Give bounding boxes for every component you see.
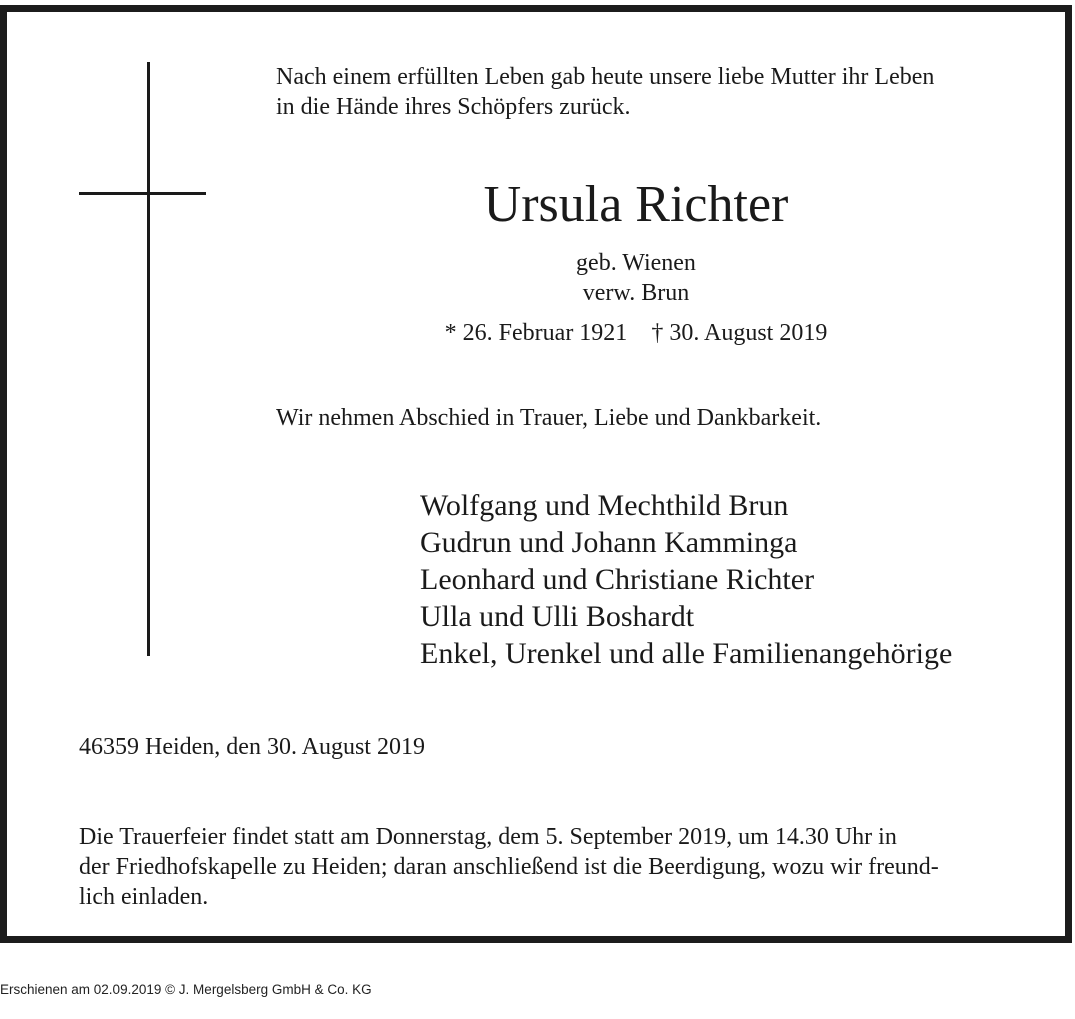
intro-line: in die Hände ihres Schöpfers zurück. [276,94,631,120]
service-line: Die Trauerfeier findet statt am Donnerstag, dem 5. September 2019, um 14.30 Uhr in [79,824,897,850]
birth-date: * 26. Februar 1921 [444,320,628,346]
funeral-service-info [79,822,939,912]
service-line: der Friedhofskapelle zu Heiden; daran anschließend ist die Beerdigung, wozu wir freund- [79,854,939,880]
mourner-entry: Gudrun und Johann Kamminga [420,526,798,559]
intro-text [276,62,934,122]
farewell-text: Wir nehmen Abschied in Trauer, Liebe und Dankbarkeit. [276,405,822,431]
mourner-entry: Wolfgang und Mechthild Brun [420,489,789,522]
life-dates [276,318,996,348]
mourner-entry: Ulla und Ulli Boshardt [420,600,695,633]
cross-icon-vertical-bar [147,62,150,656]
mourner-entry: Leonhard und Christiane Richter [420,563,815,596]
birth-name: geb. Wienen [576,250,696,276]
mourner-entry: Enkel, Urenkel und alle Familienangehörige [420,637,953,670]
married-name: verw. Brun [582,280,690,306]
cross-icon-horizontal-bar [79,192,206,195]
mourners-list [420,487,952,672]
obituary-notice-frame [0,5,1072,943]
deceased-name: Ursula Richter [483,176,789,233]
service-line: lich einladen. [79,884,209,910]
intro-line: Nach einem erfüllten Leben gab heute unsere liebe Mutter ihr Leben [276,64,935,90]
publication-footer: Erschienen am 02.09.2019 © J. Mergelsberg GmbH & Co. KG [0,982,372,997]
place-and-date: 46359 Heiden, den 30. August 2019 [79,734,425,760]
death-date: † 30. August 2019 [651,320,828,346]
